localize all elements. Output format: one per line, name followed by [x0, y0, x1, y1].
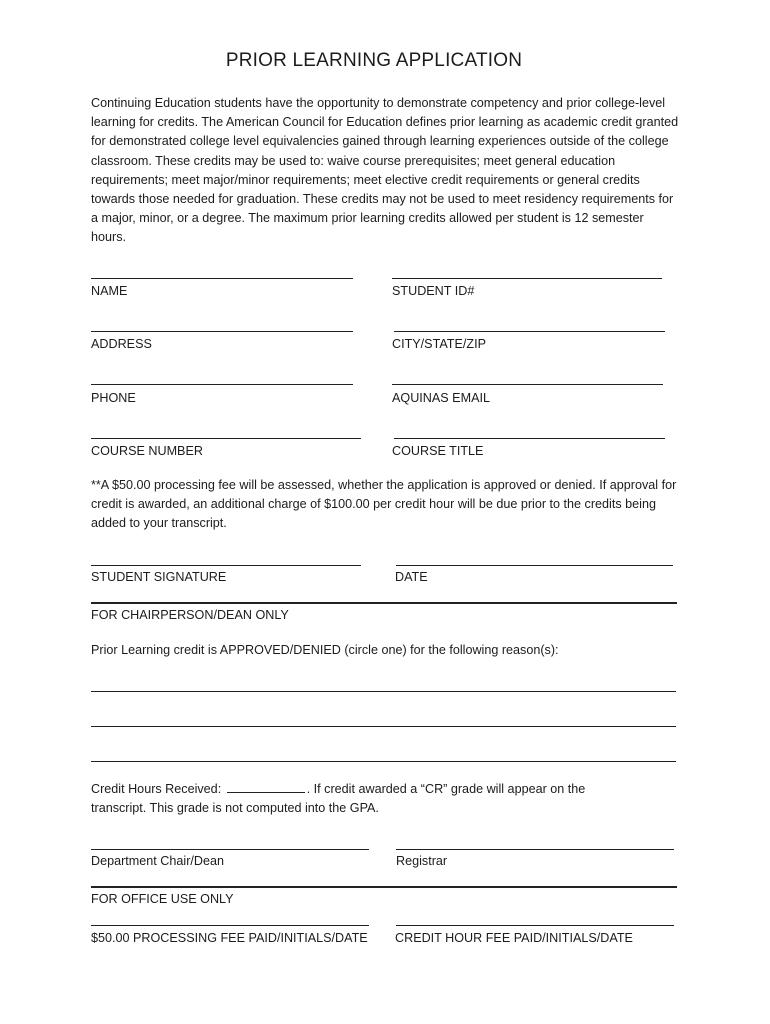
credit-hours-label: Credit Hours Received: [91, 782, 222, 796]
page-title: PRIOR LEARNING APPLICATION [225, 50, 523, 71]
credit-hours-note: . If credit awarded a “CR” grade will appear on the [306, 782, 586, 796]
course-title-label: COURSE TITLE [392, 444, 484, 458]
email-line[interactable] [392, 384, 663, 385]
processing-fee-label: $50.00 PROCESSING FEE PAID/INITIALS/DATE [91, 931, 368, 945]
student-signature-label: STUDENT SIGNATURE [91, 570, 227, 584]
phone-line[interactable] [91, 384, 353, 385]
city-state-zip-line[interactable] [394, 331, 665, 332]
student-signature-line[interactable] [91, 565, 361, 566]
address-label: ADDRESS [91, 337, 152, 351]
reason-line-2[interactable] [91, 726, 676, 727]
credit-hours-note-2: transcript. This grade is not computed into the GPA. [91, 801, 379, 815]
processing-fee-line[interactable] [91, 925, 369, 926]
student-id-label: STUDENT ID# [392, 284, 475, 298]
name-line[interactable] [91, 278, 353, 279]
phone-label: PHONE [91, 391, 136, 405]
credit-hour-fee-label: CREDIT HOUR FEE PAID/INITIALS/DATE [395, 931, 633, 945]
section-divider-chair [91, 602, 677, 604]
approval-text: Prior Learning credit is APPROVED/DENIED (circle one) for the following reason(s): [91, 643, 559, 657]
intro-paragraph: Continuing Education students have the opportunity to demonstrate competency and prior college-level learning for credits. The American Council for Education defines prior learning as academic credit granted for demonstrated college level equivalencies gained through learning experiences outside of the college classroom. These credits may be used to: waive course prerequisites; meet general education requirements; meet major/minor requirements; meet elective credit requirements or general credits towards those needed for graduation. These credits may not be used to meet residency requirements for a major, minor, or a degree. The maximum prior learning credits allowed per student is 12 semester hours. [91, 96, 679, 245]
credit-hours-blank[interactable] [227, 780, 305, 793]
city-state-zip-label: CITY/STATE/ZIP [392, 337, 486, 351]
date-label: DATE [395, 570, 428, 584]
credit-hour-fee-line[interactable] [396, 925, 674, 926]
registrar-label: Registrar [396, 854, 448, 868]
reason-line-3[interactable] [91, 761, 676, 762]
name-label: NAME [91, 284, 128, 298]
course-title-line[interactable] [394, 438, 665, 439]
course-number-line[interactable] [91, 438, 361, 439]
date-line[interactable] [396, 565, 673, 566]
office-section-heading: FOR OFFICE USE ONLY [91, 892, 234, 906]
address-line[interactable] [91, 331, 353, 332]
course-number-label: COURSE NUMBER [91, 444, 203, 458]
department-chair-line[interactable] [91, 849, 369, 850]
reason-line-1[interactable] [91, 691, 676, 692]
credit-hours-row [91, 780, 585, 797]
email-label: AQUINAS EMAIL [392, 391, 490, 405]
chair-section-heading: FOR CHAIRPERSON/DEAN ONLY [91, 608, 289, 622]
student-id-line[interactable] [392, 278, 662, 279]
fee-notice: **A $50.00 processing fee will be assessed, whether the application is approved or denied. If approval for credit is awarded, an additional charge of $100.00 per credit hour will be due prior to the credits being added to your transcript. [91, 478, 677, 531]
department-chair-label: Department Chair/Dean [91, 854, 224, 868]
registrar-line[interactable] [396, 849, 674, 850]
section-divider-office [91, 886, 677, 888]
